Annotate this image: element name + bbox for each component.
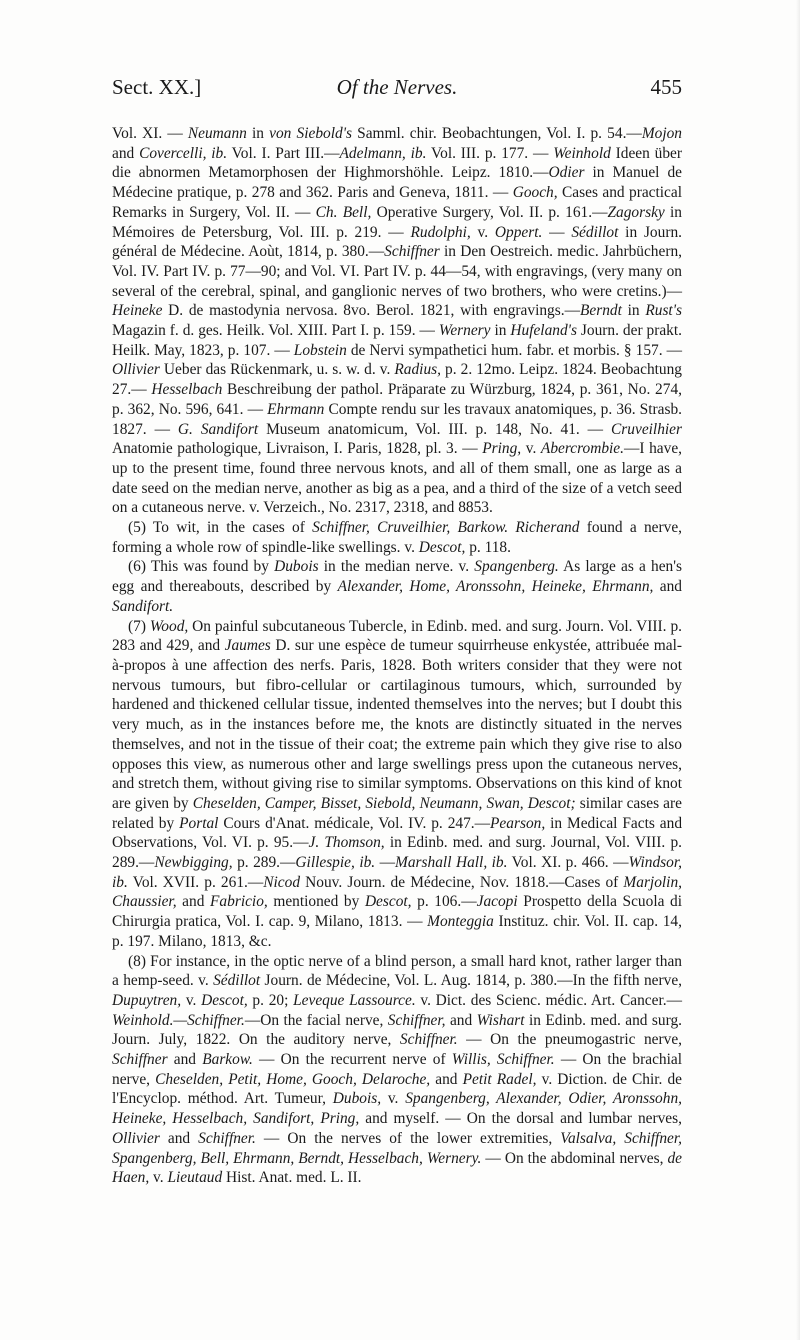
text-run: (8) For instance, in the optic nerve of a blind person, a small hard knot, rather larger than a hemp-seed. v. xyxy=(112,952,682,990)
text-run: D. de mastodynia nervosa. 8vo. Berol. 1821, with engravings.— xyxy=(162,302,580,320)
text-run: Cours d'Anat. médicale, Vol. IV. p. 247.— xyxy=(218,814,491,832)
italic-reference: Dubois xyxy=(274,558,319,576)
italic-reference: Hufeland's xyxy=(510,322,577,340)
text-run: and xyxy=(653,578,682,596)
text-run: Samml. chir. Beobachtungen, Vol. I. p. 54.— xyxy=(351,125,642,142)
text-run: in the median nerve. v. xyxy=(318,558,475,576)
text-run: and xyxy=(445,1011,477,1029)
footnotes-body xyxy=(112,124,682,1188)
italic-reference: Windsor, ib. xyxy=(112,854,682,891)
text-run: p. 106.— xyxy=(411,893,477,911)
section-label: Sect. XX.] xyxy=(112,75,202,99)
italic-reference: Heineke xyxy=(112,302,163,320)
italic-reference: Marjolin, Chaussier, xyxy=(112,873,682,911)
text-run: Compte rendu sur les travaux anatomiques, p. 36. Strasb. 1827. — xyxy=(112,400,683,438)
text-run: — xyxy=(375,854,396,872)
text-run: (6) This was found by xyxy=(128,558,275,576)
italic-reference: von Siebold's xyxy=(269,125,352,142)
text-run: and xyxy=(159,1129,199,1147)
text-run: Vol. I. Part III.— xyxy=(227,144,340,162)
text-run: Cases and practical Remarks in Surgery, Vol. II. — xyxy=(112,184,682,221)
italic-reference: Ehrmann xyxy=(267,400,325,418)
italic-reference: Schiffner, Cruveilhier, Barkow. Richerand xyxy=(312,519,580,537)
italic-reference: Schiffner. xyxy=(399,1031,458,1049)
italic-reference: Rudolphi, xyxy=(410,223,471,241)
text-run: — On the abdominal nerves, xyxy=(481,1149,668,1167)
text-run: in Den Oestreich. medic. Jahrbüchern, Vol. IV. Part IV. p. 77—90; and Vol. VI. Part IV. p. 44—54, with engravings, (very many on several of the cerebral, spinal, and ganglionic nerves of two brothers, who were cretins.)— xyxy=(112,243,682,300)
page-number: 455 xyxy=(650,75,682,99)
text-run: —I have, up to the present time, found three nervous knots, and all of them small, one as large as a date seed on the median nerve, another as big as a pea, and a third of the size of a vetch seed on a cutaneous nerve. v. Verzeich., No. 2317, 2318, and 8853. xyxy=(112,440,683,517)
italic-reference: Descot, xyxy=(364,893,412,911)
text-run: Museum anatomicum, Vol. III. p. 148, No. 41. — xyxy=(258,420,612,438)
page-edge-shadow xyxy=(796,0,800,1340)
italic-reference: Sandifort. xyxy=(112,597,174,615)
italic-reference: Cheselden, Petit, Home, Gooch, Delaroche, xyxy=(155,1070,431,1088)
text-run: in xyxy=(490,322,511,340)
text-run: similar cases are related by xyxy=(112,794,682,832)
italic-reference: Covercelli, ib. xyxy=(139,144,228,162)
italic-reference: Cruveilhier xyxy=(611,420,682,438)
italic-reference: Wishart xyxy=(476,1011,525,1029)
text-run: in Edinb. med. and surg. Journ. July, 1822. On the auditory nerve, xyxy=(112,1011,682,1049)
italic-reference: Petit Radel, xyxy=(462,1070,537,1088)
italic-reference: Spangenberg, Alexander, Odier, Aronssohn, Heineke, Hesselbach, Sandifort, Pring, xyxy=(112,1090,682,1128)
italic-reference: Hesselbach xyxy=(151,381,223,399)
text-run: in xyxy=(621,302,646,320)
text-run: (7) xyxy=(128,617,150,635)
text-run: — xyxy=(542,223,572,241)
italic-reference: Rust's xyxy=(645,302,682,320)
italic-reference: Portal xyxy=(179,814,219,832)
italic-reference: Jaumes xyxy=(224,637,271,655)
italic-reference: Radius, xyxy=(394,361,441,379)
text-run: On painful subcutaneous Tubercle, in Edinb. med. and surg. Journ. Vol. VIII. p. 283 and 429, and xyxy=(112,617,682,655)
italic-reference: Gooch, xyxy=(512,184,558,202)
text-run: Instituz. chir. Vol. II. cap. 14, p. 197. Milano, 1813, &c. xyxy=(112,913,682,950)
text-run: in Mémoires de Petersburg, Vol. III. p. 219. — xyxy=(112,203,682,241)
italic-reference: Marshall Hall, ib. xyxy=(395,854,508,872)
italic-reference: Monteggia xyxy=(427,913,494,931)
italic-reference: Willis, Schiffner. xyxy=(451,1051,555,1069)
italic-reference: J. Thomson, xyxy=(308,834,385,852)
text-run: v. Dict. des Scienc. médic. Art. Cancer.— xyxy=(415,991,682,1009)
text-run: and myself. — On the dorsal and lumbar nerves, xyxy=(359,1110,682,1128)
text-run: Hist. Anat. med. L. II. xyxy=(222,1169,362,1187)
text-run: — On the pneumogastric nerve, xyxy=(457,1031,682,1049)
italic-reference: Pearson, xyxy=(490,814,546,832)
italic-reference: Newbigging, xyxy=(154,854,233,872)
italic-reference: Oppert. xyxy=(494,223,543,241)
text-run: D. sur une espèce de tumeur squirrheuse enkystée, attribuée mal-à-propos à une affection des nerfs. Paris, 1828. Both writers consider that they were not nervous tumours, but fibro-cellular or cartilaginous tumours, which, surrounded by hardened and thickened cellular tissue, indented themselves into the nerves; but I doubt this very much, as in the instances before me, the knots are distinctly situated in the nerves themselves, and not in the tissue of their coat; the extreme pain which they give rise to also opposes this view, as numerous other and large swellings press upon the cutaneous nerves, and stretch them, without giving rise to similar symptoms. Observations on this kind of knot are given by xyxy=(112,637,682,812)
text-run: p. 289.— xyxy=(232,854,296,872)
italic-reference: Sédillot xyxy=(571,223,619,241)
italic-reference: Descot, xyxy=(418,538,466,556)
text-run: Vol. XI. — xyxy=(112,125,188,142)
text-run: v. Diction. de Chir. de l'Encyclop. méthod. Art. Tumeur, xyxy=(112,1070,683,1108)
italic-reference: Mojon xyxy=(641,125,682,142)
text-run: and xyxy=(430,1070,463,1088)
text-run: — On the recurrent nerve of xyxy=(252,1051,452,1069)
text-run: Operative Surgery, Vol. II. p. 161.— xyxy=(371,203,608,221)
text-run: in Edinb. med. and surg. Journal, Vol. VIII. p. 289.— xyxy=(112,834,683,872)
italic-reference: Ollivier xyxy=(112,1129,160,1147)
italic-reference: Fabricio, xyxy=(210,893,268,911)
italic-reference: Dupuytren, xyxy=(112,991,182,1009)
text-run: v. xyxy=(381,1090,406,1108)
text-run: v. xyxy=(521,440,541,458)
text-run: Magazin f. d. ges. Heilk. Vol. XIII. Part I. p. 159. — xyxy=(112,322,439,340)
italic-reference: Adelmann, ib. xyxy=(339,144,427,162)
text-run: in xyxy=(246,125,270,142)
italic-reference: Leveque Lassource. xyxy=(293,991,416,1009)
italic-reference: Odier xyxy=(548,164,585,182)
text-run: Prospetto della Scuola di Chirurgia pratica, Vol. I. cap. 9, Milano, 1813. — xyxy=(112,893,683,931)
text-run: p. 118. xyxy=(465,538,511,556)
text-run: (5) To wit, in the cases of xyxy=(128,519,313,537)
italic-reference: Nicod xyxy=(263,873,301,891)
italic-reference: Wood, xyxy=(149,617,189,635)
italic-reference: Lieutaud xyxy=(167,1169,223,1187)
text-run: de Nervi sympathetici hum. fabr. et morbis. § 157. — xyxy=(346,341,682,359)
text-run: Journ. der prakt. Heilk. May, 1823, p. 107. — xyxy=(112,322,683,359)
italic-reference: Dubois, xyxy=(332,1090,382,1108)
italic-reference: Ch. Bell, xyxy=(315,203,372,221)
text-run: v. xyxy=(470,223,495,241)
italic-reference: Cheselden, Camper, Bisset, Siebold, Neumann, Swan, Descot; xyxy=(192,794,576,812)
paragraph-note-5 xyxy=(112,518,682,557)
text-run: and xyxy=(176,893,211,911)
paragraph-note-7 xyxy=(112,617,682,952)
italic-reference: Alexander, Home, Aronssohn, Heineke, Ehrmann, xyxy=(337,578,654,596)
text-run: Vol. III. p. 177. — xyxy=(426,144,554,162)
italic-reference: Sédillot xyxy=(213,972,261,990)
text-run: and xyxy=(167,1051,203,1069)
text-run: found a nerve, forming a whole row of spindle-like swellings. v. xyxy=(112,519,682,556)
text-run: Anatomie pathologique, Livraison, I. Paris, 1828, pl. 3. — xyxy=(112,440,483,458)
italic-reference: Valsalva, Schiffner, Spangenberg, Bell, Ehrmann, Berndt, Hesselbach, Wernery. xyxy=(112,1129,682,1167)
text-run: Vol. XI. p. 466. — xyxy=(507,854,629,872)
italic-reference: G. Sandifort xyxy=(177,420,259,438)
italic-reference: Barkow. xyxy=(202,1051,253,1069)
text-run: in Medical Facts and Observations, Vol. VI. p. 95.— xyxy=(112,814,683,852)
italic-reference: Weinhold xyxy=(553,144,611,162)
text-run: v. xyxy=(149,1169,168,1187)
text-run: Ueber das Rückenmark, u. s. w. d. v. xyxy=(159,361,395,379)
italic-reference: Gillespie, ib. xyxy=(295,854,376,872)
text-run: mentioned by xyxy=(267,893,365,911)
text-run: Vol. XVII. p. 261.— xyxy=(127,873,264,891)
text-run: in Manuel de Médecine pratique, p. 278 and 362. Paris and Geneva, 1811. — xyxy=(112,164,682,202)
italic-reference: Schiffner xyxy=(384,243,440,261)
text-run: p. 20; xyxy=(247,991,294,1009)
paragraph-note-6 xyxy=(112,557,682,616)
text-run: As large as a hen's egg and thereabouts, described by xyxy=(112,558,683,596)
text-run: — On the brachial nerve, xyxy=(112,1051,682,1088)
italic-reference: Schiffner. xyxy=(198,1129,256,1147)
text-run: Beschreibung der pathol. Präparate zu Würzburg, 1824, p. 361, No. 274, p. 362, No. 596, 641. — xyxy=(112,381,682,418)
text-run: and xyxy=(112,144,140,162)
italic-reference: Schiffner xyxy=(112,1051,168,1069)
italic-reference: Neumann xyxy=(187,125,247,142)
italic-reference: de Haen, xyxy=(112,1149,682,1187)
italic-reference: Jacopi xyxy=(476,893,518,911)
paragraph-refs-continued xyxy=(112,124,682,518)
italic-reference: Lobstein xyxy=(293,341,347,359)
italic-reference: Berndt xyxy=(579,302,622,320)
italic-reference: Zagorsky xyxy=(607,203,665,221)
text-run: — On the nerves of the lower extremities, xyxy=(255,1129,561,1147)
text-run: Ideen über die abnormen Metamorphosen der Highmorshöhle. Leipz. 1810.— xyxy=(112,144,682,182)
italic-reference: Spangenberg. xyxy=(474,558,559,576)
text-run: Nouv. Journ. de Médecine, Nov. 1818.—Cases of xyxy=(300,873,624,891)
paragraph-note-8 xyxy=(112,952,682,1188)
text-run: Journ. de Médecine, Vol. L. Aug. 1814, p. 380.—In the fifth nerve, xyxy=(260,972,682,990)
italic-reference: Ollivier xyxy=(112,361,160,379)
text-run: v. xyxy=(181,991,202,1009)
text-run: —On the facial nerve, xyxy=(244,1011,388,1029)
running-head xyxy=(112,70,682,104)
italic-reference: Schiffner, xyxy=(387,1011,446,1029)
italic-reference: Abercrombie. xyxy=(540,440,624,458)
italic-reference: Pring, xyxy=(482,440,522,458)
italic-reference: Wernery xyxy=(438,322,491,340)
text-run: p. 2. 12mo. Leipz. 1824. Beobachtung 27.— xyxy=(112,361,683,399)
italic-reference: Descot, xyxy=(201,991,248,1009)
running-title: Of the Nerves. xyxy=(336,75,458,99)
text-run: in Journ. général de Médecine. Aoùt, 1814, p. 380.— xyxy=(112,223,682,261)
italic-reference: Weinhold.—Schiffner. xyxy=(112,1011,245,1029)
